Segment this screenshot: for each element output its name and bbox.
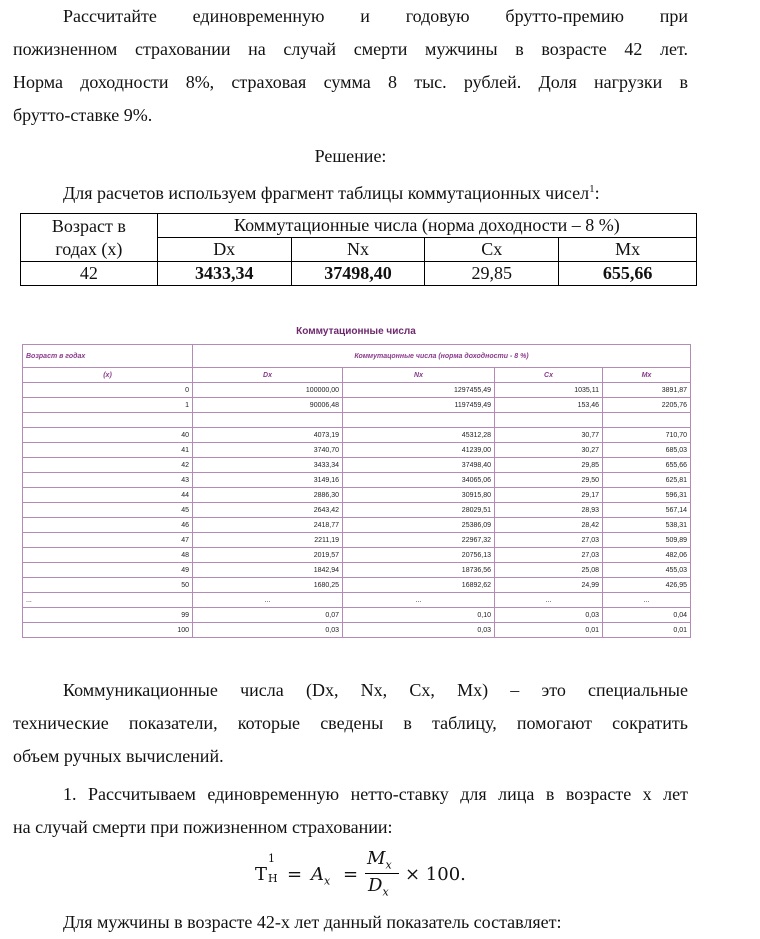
ctab-col-nx: Nx [343, 368, 495, 383]
ctab-col-mx: Mx [603, 368, 691, 383]
ctab-cell-nx: 20756,13 [343, 548, 495, 563]
ctab-col-x: (x) [23, 368, 193, 383]
ctab-cell-cx: 25,08 [495, 563, 603, 578]
commutation-fragment-table [20, 213, 697, 286]
table-row [23, 608, 691, 623]
ctab-cell-nx: 22967,32 [343, 533, 495, 548]
ctab-cell-age: 49 [23, 563, 193, 578]
ctab-cell-cx: 29,17 [495, 488, 603, 503]
ctab-subheader-row [23, 368, 691, 383]
ctab-cell-mx: 710,70 [603, 428, 691, 443]
ctab-cell-nx: 37498,40 [343, 458, 495, 473]
ctab-cell-dx: 0,07 [193, 608, 343, 623]
ctab-cell-dx: 3149,16 [193, 473, 343, 488]
ctab-cell-cx: 30,27 [495, 443, 603, 458]
ctab-cell-dx: 2418,77 [193, 518, 343, 533]
explanation-line-1: Коммуникационные числа (Dx, Nx, Cx, Mx) – это специальные [63, 680, 688, 700]
ctab-cell-dx: 2886,30 [193, 488, 343, 503]
ctab-cell-nx: 25386,09 [343, 518, 495, 533]
ctab-cell-nx: 1197459,49 [343, 398, 495, 413]
table-row [21, 262, 697, 286]
table-row [23, 623, 691, 638]
table-row [23, 533, 691, 548]
table-row [23, 518, 691, 533]
footnote-marker: 1 [589, 183, 595, 195]
ctab-header-row [23, 345, 691, 368]
intro-text: Для расчетов используем фрагмент таблицы коммутационных чисел$^1$: [63, 183, 600, 203]
ctab-cell-nx: ... [343, 593, 495, 608]
cell-mx: 655,66 [559, 262, 697, 286]
ctab-cell-nx: 18736,56 [343, 563, 495, 578]
ctab-cell-cx: 28,42 [495, 518, 603, 533]
ctab-cell-cx: 0,01 [495, 623, 603, 638]
ctab-cell-nx: 41239,00 [343, 443, 495, 458]
table-row [23, 503, 691, 518]
ctab-cell-mx: 538,31 [603, 518, 691, 533]
formula-eq-1: = [287, 864, 303, 885]
ctab-cell-nx: 0,03 [343, 623, 495, 638]
ctab-cell-nx: 45312,28 [343, 428, 495, 443]
ctab-cell-mx: ... [603, 593, 691, 608]
ctab-cell-age: 48 [23, 548, 193, 563]
formula-fraction-bar [365, 873, 399, 874]
ctab-cell-cx: 28,93 [495, 503, 603, 518]
col-header-nx: Nx [291, 238, 425, 262]
col-header-dx: Dx [157, 238, 291, 262]
col-header-mx: Mx [559, 238, 697, 262]
table-row [23, 443, 691, 458]
ctab-col-dx: Dx [193, 368, 343, 383]
cell-nx: 37498,40 [291, 262, 425, 286]
ctab-cell-mx: 482,06 [603, 548, 691, 563]
ctab-cell-mx: 426,95 [603, 578, 691, 593]
step1-line-2: на случай смерти при пожизненном страховании: [13, 817, 393, 837]
table-row [23, 563, 691, 578]
ctab-cell-cx: 1035,11 [495, 383, 603, 398]
ctab-cell-mx: 685,03 [603, 443, 691, 458]
ctab-cell-age: 47 [23, 533, 193, 548]
ctab-cell-nx: 16892,62 [343, 578, 495, 593]
last-line: Для мужчины в возрасте 42-х лет данный показатель составляет: [63, 912, 562, 932]
ctab-cell-mx: 509,89 [603, 533, 691, 548]
ctab-cell-age: 42 [23, 458, 193, 473]
formula-tail: × 100. [405, 864, 466, 885]
table-row [23, 398, 691, 413]
problem-line-4: брутто-ставке 9%. [13, 105, 153, 125]
ctab-cell-dx: 100000,00 [193, 383, 343, 398]
table-row [23, 458, 691, 473]
cell-dx: 3433,34 [157, 262, 291, 286]
ctab-cell-cx: 24,99 [495, 578, 603, 593]
ctab-cell-nx: 34065,06 [343, 473, 495, 488]
ctab-cell-age: 50 [23, 578, 193, 593]
ctab-cell-age: 41 [23, 443, 193, 458]
ctab-cell-nx: 1297455,49 [343, 383, 495, 398]
ctab-cell-nx [343, 413, 495, 428]
ctab-cell-age: 100 [23, 623, 193, 638]
ctab-cell-age: 44 [23, 488, 193, 503]
solution-heading: Решение: [314, 146, 387, 166]
ctab-cell-dx: 1842,94 [193, 563, 343, 578]
ctab-cell-dx: 3433,34 [193, 458, 343, 473]
ctab-cell-dx: 2211,19 [193, 533, 343, 548]
table-row [23, 488, 691, 503]
ctab-cell-dx: 4073,19 [193, 428, 343, 443]
ctab-cell-dx: 2643,42 [193, 503, 343, 518]
table-row [23, 593, 691, 608]
ctab-cell-cx: 30,77 [495, 428, 603, 443]
ctab-cell-mx: 625,81 [603, 473, 691, 488]
net-rate-formula [255, 848, 505, 898]
ctab-cell-mx: 3891,87 [603, 383, 691, 398]
ctab-cell-age: 1 [23, 398, 193, 413]
ctab-cell-cx: ... [495, 593, 603, 608]
ctab-cell-cx: 29,85 [495, 458, 603, 473]
ctab-cell-mx: 655,66 [603, 458, 691, 473]
table-row [23, 413, 691, 428]
commutation-table-image [22, 322, 690, 650]
ctab-cell-mx: 0,04 [603, 608, 691, 623]
ctab-cell-dx: 3740,70 [193, 443, 343, 458]
formula-denominator: $D_x$ [368, 875, 389, 899]
ctab-cell-cx: 153,46 [495, 398, 603, 413]
cell-age: 42 [21, 262, 158, 286]
ctab-cell-age: 45 [23, 503, 193, 518]
ctab-cell-mx: 455,03 [603, 563, 691, 578]
ctab-cell-cx: 27,03 [495, 548, 603, 563]
ctab-cell-mx: 596,31 [603, 488, 691, 503]
ctab-cell-age: 40 [23, 428, 193, 443]
ctab-cell-dx: ... [193, 593, 343, 608]
formula-lhs: Т 1 Н [255, 852, 278, 885]
table-row [23, 473, 691, 488]
ctab-cell-dx: 0,03 [193, 623, 343, 638]
ctab-cell-age [23, 413, 193, 428]
ctab-cell-dx: 2019,57 [193, 548, 343, 563]
ctab-cell-cx: 0,03 [495, 608, 603, 623]
ctab-cell-age: 43 [23, 473, 193, 488]
table-row [23, 383, 691, 398]
formula-ax: $A_x$ [311, 864, 331, 888]
explanation-line-2: технические показатели, которые сведены в таблицу, помогают сократить [13, 713, 688, 733]
ctab-cell-cx: 29,50 [495, 473, 603, 488]
ctab-cell-mx: 2205,76 [603, 398, 691, 413]
problem-line-2: пожизненном страховании на случай смерти мужчины в возрасте 42 лет. [13, 39, 688, 59]
table-row [23, 428, 691, 443]
ctab-cell-dx: 90006,48 [193, 398, 343, 413]
age-header: Возраст в годах (х) [21, 214, 158, 262]
formula-eq-2: = [343, 864, 359, 885]
ctab-cell-dx [193, 413, 343, 428]
ctab-cell-mx [603, 413, 691, 428]
table-row [23, 578, 691, 593]
ctab-body [23, 383, 691, 638]
ctab-cell-nx: 28029,51 [343, 503, 495, 518]
explanation-line-3: объем ручных вычислений. [13, 746, 224, 766]
problem-line-1: Рассчитайте единовременную и годовую брутто-премию при [63, 6, 688, 26]
step1-line-1: 1. Рассчитываем единовременную нетто-ставку для лица в возрасте х лет [63, 784, 688, 804]
commutation-table-title: Коммутационные числа [296, 326, 416, 337]
commutation-full-table [22, 344, 691, 638]
ctab-cell-age: 0 [23, 383, 193, 398]
ctab-cell-mx: 0,01 [603, 623, 691, 638]
group-header: Коммутационные числа (норма доходности – 8 %) [157, 214, 696, 238]
ctab-cell-age: ... [23, 593, 193, 608]
ctab-cell-age: 46 [23, 518, 193, 533]
table-row [23, 548, 691, 563]
ctab-col-cx: Cx [495, 368, 603, 383]
ctab-cell-dx: 1680,25 [193, 578, 343, 593]
ctab-age-header: Возраст в годах [23, 345, 193, 368]
ctab-cell-age: 99 [23, 608, 193, 623]
ctab-group-header: Коммутацонные числа (норма доходности - 8 %) [193, 345, 691, 368]
ctab-cell-mx: 567,14 [603, 503, 691, 518]
ctab-cell-cx [495, 413, 603, 428]
table-header-row [21, 214, 697, 238]
formula-numerator: $M_x$ [367, 848, 392, 872]
ctab-cell-cx: 27,03 [495, 533, 603, 548]
ctab-cell-nx: 30915,80 [343, 488, 495, 503]
problem-line-3: Норма доходности 8%, страховая сумма 8 тыс. рублей. Доля нагрузки в [13, 72, 688, 92]
cell-cx: 29,85 [425, 262, 559, 286]
col-header-cx: Cx [425, 238, 559, 262]
ctab-cell-nx: 0,10 [343, 608, 495, 623]
